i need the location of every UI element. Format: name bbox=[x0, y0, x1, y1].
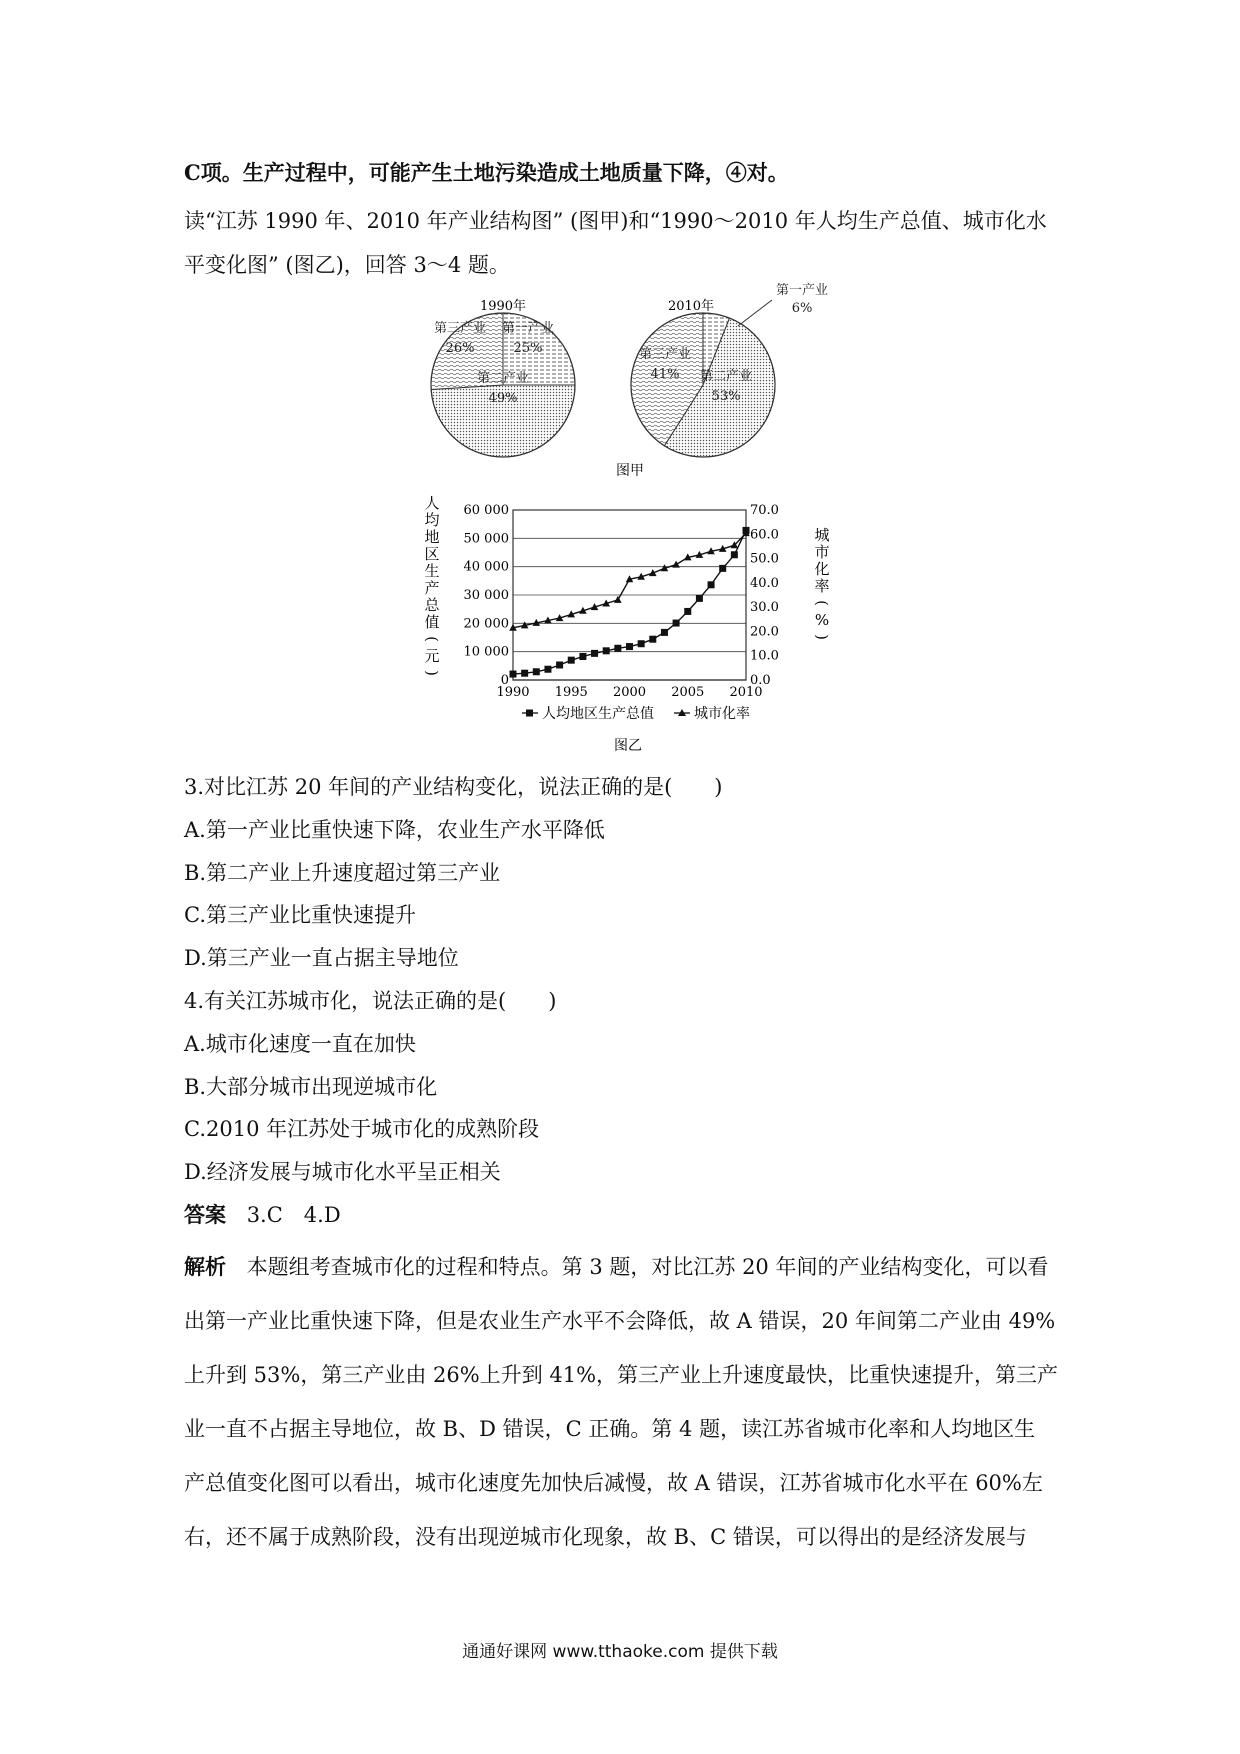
svg-text:城: 城 bbox=[814, 526, 830, 544]
point-人均地区生产总值 bbox=[603, 647, 610, 654]
pie-leader-line bbox=[738, 300, 772, 326]
svg-text:人: 人 bbox=[424, 494, 440, 512]
question-4-option-c: C.2010 年江苏处于城市化的成熟阶段 bbox=[184, 1117, 540, 1141]
point-人均地区生产总值 bbox=[544, 666, 551, 673]
point-人均地区生产总值 bbox=[533, 668, 540, 675]
point-人均地区生产总值 bbox=[568, 657, 575, 664]
svg-text:生: 生 bbox=[424, 562, 440, 580]
pie-slice-label: 25% bbox=[513, 341, 543, 356]
y-right-tick-label: 70.0 bbox=[750, 503, 779, 518]
y-right-tick-label: 20.0 bbox=[750, 624, 779, 640]
legend-label: 人均地区生产总值 bbox=[542, 706, 654, 722]
point-人均地区生产总值 bbox=[649, 636, 656, 643]
svg-text:总: 总 bbox=[424, 596, 440, 614]
point-人均地区生产总值 bbox=[673, 620, 680, 627]
y-right-tick-label: 60.0 bbox=[750, 527, 779, 543]
question-3: 3.对比江苏 20 年间的产业结构变化，说法正确的是( ) bbox=[184, 775, 723, 799]
svg-text:值: 值 bbox=[424, 613, 440, 631]
answer-text: 3.C 4.D bbox=[246, 1203, 341, 1227]
y-right-tick-label: 10.0 bbox=[750, 648, 779, 664]
pie-1990年 bbox=[431, 298, 575, 457]
svg-text:%: % bbox=[814, 611, 830, 629]
pie-slice-label: 6% bbox=[791, 301, 813, 316]
point-人均地区生产总值 bbox=[684, 608, 691, 615]
svg-text:化: 化 bbox=[814, 560, 830, 578]
svg-text:(: ( bbox=[813, 600, 831, 606]
point-人均地区生产总值 bbox=[510, 671, 517, 678]
point-人均地区生产总值 bbox=[708, 581, 715, 588]
y-left-tick-label: 60 000 bbox=[463, 503, 509, 518]
analysis-line-6: 右，还不属于成熟阶段，没有出现逆城市化现象，故 B、C 错误，可以得出的是经济发展与 bbox=[184, 1525, 1027, 1549]
question-3-option-c: C.第三产业比重快速提升 bbox=[184, 903, 416, 927]
analysis-line-1 bbox=[184, 1252, 1062, 1282]
pie-2010年 bbox=[631, 282, 828, 457]
svg-text:地: 地 bbox=[424, 528, 440, 546]
pie-slice-label: 41% bbox=[650, 367, 680, 382]
y-right-tick-label: 0.0 bbox=[750, 673, 771, 688]
point-人均地区生产总值 bbox=[661, 629, 668, 636]
analysis-line-3: 上升到 53%，第三产业由 26%上升到 41%，第三产业上升速度最快，比重快速提升，第三产 bbox=[184, 1363, 1059, 1387]
point-人均地区生产总值 bbox=[696, 595, 703, 602]
intro-line-1: C项。生产过程中，可能产生土地污染造成土地质量下降，④对。 bbox=[184, 160, 789, 185]
point-人均地区生产总值 bbox=[556, 661, 563, 668]
y-left-tick-label: 50 000 bbox=[463, 531, 509, 547]
svg-text:产: 产 bbox=[424, 579, 440, 597]
y-left-tick-label: 10 000 bbox=[463, 644, 509, 660]
analysis-line-2: 出第一产业比重快速下降，但是农业生产水平不会降低，故 A 错误，20 年间第二产业由 49% bbox=[184, 1309, 1056, 1333]
point-城市化率 bbox=[672, 561, 680, 568]
intro-line-3: 平变化图” (图乙)，回答 3～4 题。 bbox=[184, 253, 510, 277]
question-4-option-b: B.大部分城市出现逆城市化 bbox=[184, 1075, 438, 1099]
pie-slice-label: 第三产业 bbox=[638, 347, 692, 362]
pie-charts-figure bbox=[420, 283, 840, 482]
y-right-tick-label: 40.0 bbox=[750, 575, 779, 591]
svg-text:(: ( bbox=[423, 636, 441, 642]
point-人均地区生产总值 bbox=[719, 565, 726, 572]
analysis-line-4: 业一直不占据主导地位，故 B、D 错误，C 正确。第 4 题，读江苏省城市化率和人均地区生 bbox=[184, 1417, 1036, 1441]
chart-legend bbox=[522, 705, 750, 722]
pie-slice-label: 49% bbox=[488, 391, 518, 406]
svg-text:): ) bbox=[813, 634, 831, 640]
pie-title: 1990年 bbox=[479, 299, 527, 314]
analysis-line-5: 产总值变化图可以看出，城市化速度先加快后减慢，故 A 错误，江苏省城市化水平在 60%左 bbox=[184, 1471, 1043, 1495]
y-right-axis-title bbox=[813, 526, 831, 640]
point-人均地区生产总值 bbox=[521, 670, 528, 677]
point-人均地区生产总值 bbox=[731, 551, 738, 558]
point-人均地区生产总值 bbox=[614, 645, 621, 652]
question-4-option-a: A.城市化速度一直在加快 bbox=[184, 1032, 416, 1056]
y-left-tick-label: 0 bbox=[500, 673, 509, 688]
svg-text:): ) bbox=[423, 670, 441, 676]
x-tick-label: 1990 bbox=[496, 685, 530, 700]
y-left-axis-title bbox=[423, 494, 441, 676]
line-chart-figure bbox=[418, 492, 848, 762]
question-3-option-a: A.第一产业比重快速下降，农业生产水平降低 bbox=[184, 818, 605, 842]
y-left-tick-label: 20 000 bbox=[463, 616, 509, 632]
svg-text:元: 元 bbox=[424, 647, 440, 665]
y-right-tick-label: 50.0 bbox=[750, 551, 779, 567]
question-4: 4.有关江苏城市化，说法正确的是( ) bbox=[184, 989, 557, 1013]
point-人均地区生产总值 bbox=[579, 653, 586, 660]
x-tick-label: 2000 bbox=[612, 685, 647, 700]
x-tick-label: 2005 bbox=[671, 685, 705, 700]
point-人均地区生产总值 bbox=[591, 650, 598, 657]
question-3-option-d: D.第三产业一直占据主导地位 bbox=[184, 946, 459, 970]
footer-source: 通通好课网 www.tthaoke.com 提供下载 bbox=[462, 1642, 778, 1662]
svg-text:市: 市 bbox=[814, 543, 830, 561]
svg-text:均: 均 bbox=[424, 511, 440, 529]
analysis-label: 解析 bbox=[184, 1254, 226, 1279]
legend-label: 城市化率 bbox=[694, 706, 750, 722]
question-4-option-d: D.经济发展与城市化水平呈正相关 bbox=[184, 1160, 501, 1184]
pie-title: 2010年 bbox=[667, 299, 715, 314]
y-left-tick-label: 30 000 bbox=[463, 588, 509, 603]
answer-label: 答案 bbox=[184, 1202, 226, 1227]
pie-slice-label: 26% bbox=[445, 341, 475, 356]
analysis-text-1: 本题组考查城市化的过程和特点。第 3 题，对比江苏 20 年间的产业结构变化，可以看 bbox=[246, 1255, 1049, 1279]
pie-slice-label: 第一产业 bbox=[775, 283, 829, 298]
y-left-tick-label: 40 000 bbox=[463, 559, 509, 575]
pie-figure-label: 图甲 bbox=[616, 463, 644, 479]
x-tick-label: 1995 bbox=[554, 685, 588, 700]
pie-slice-label: 第二产业 bbox=[699, 369, 753, 384]
point-人均地区生产总值 bbox=[626, 643, 633, 650]
point-人均地区生产总值 bbox=[638, 640, 645, 647]
y-right-tick-label: 30.0 bbox=[750, 600, 779, 616]
intro-line-2: 读“江苏 1990 年、2010 年产业结构图” (图甲)和“1990～2010 年人均生产总值、城市化水 bbox=[184, 209, 1047, 233]
pie-slice-label: 第二产业 bbox=[476, 371, 530, 386]
answer-line bbox=[184, 1200, 341, 1230]
line-figure-label: 图乙 bbox=[614, 738, 642, 754]
pie-slice-label: 第一产业 bbox=[501, 321, 555, 336]
pie-slice-label: 第三产业 bbox=[433, 321, 487, 336]
svg-text:区: 区 bbox=[424, 545, 440, 563]
question-3-option-b: B.第二产业上升速度超过第三产业 bbox=[184, 861, 501, 885]
pie-slice-label: 53% bbox=[711, 389, 741, 404]
x-tick-label: 2010 bbox=[729, 685, 763, 700]
svg-text:率: 率 bbox=[814, 577, 830, 595]
point-城市化率 bbox=[614, 596, 622, 603]
